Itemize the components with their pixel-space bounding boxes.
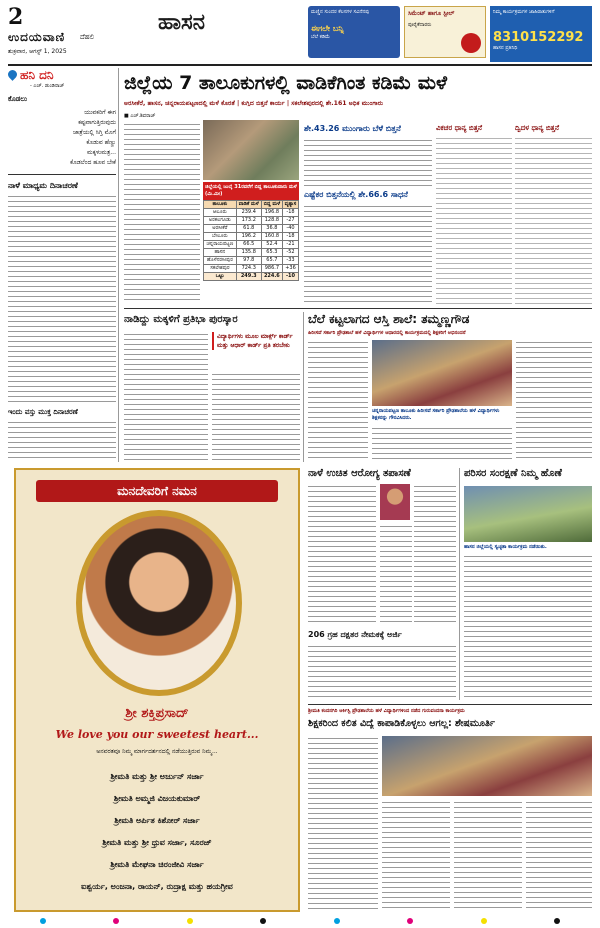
school-subhead: ಹಿರೀಸವೆ ಸರ್ಕಾರಿ ಪ್ರೌಢಶಾಲೆ ಹಳೆ ವಿದ್ಯಾರ್ಥಿಗಳ ಆಧಾರದಲ್ಲಿ ಕಾರ್ಯಕ್ರಮದಲ್ಲಿ ಶಿಕ್ಷಕರಿಗೆ ಅಭಿನಂದನೆ bbox=[308, 330, 466, 336]
table-header: ತಾಲೂಕು bbox=[204, 201, 237, 209]
teachers-photo bbox=[382, 736, 592, 796]
award-body-2 bbox=[212, 372, 300, 462]
family-line: ಶ್ರೀಮತಿ ಮೇಘನಾ ಚಿರಂಜೀವಿ ಸರ್ಜಾ bbox=[110, 860, 204, 869]
table-row: ಹಾಸನ 135.8 65.3 -52 bbox=[204, 249, 299, 257]
section-title: ಹಾಸನ bbox=[158, 10, 205, 35]
poem-line: ಮಕ್ಕಳುಮತ್ರ... bbox=[86, 149, 116, 156]
poem bbox=[8, 108, 116, 168]
lead-byline: ■ ಎಚ್.ಶಿವರಾಜ್ bbox=[124, 113, 156, 119]
masthead-rule bbox=[8, 64, 592, 66]
ad-mid-line1: ಸಿಮೆಂಟ್ ಹಾಗೂ ಸ್ಟೀಲ್ bbox=[408, 10, 455, 17]
table-header: ಬಿದ್ದ ಮಳೆ bbox=[261, 201, 282, 209]
poem-line: ಜಾತ್ರೆಯಲ್ಲಿ ಸಿಗ್ತಿ ಮೊಗೆ bbox=[73, 129, 116, 136]
table-row: ಅರಕಲಗೂಡು 173.2 128.8 -27 bbox=[204, 217, 299, 225]
pulse-col-head: ದ್ವಿದಳ ಧಾನ್ಯ ಬಿತ್ತನೆ bbox=[515, 124, 560, 132]
teachers-kicker: ಶ್ರೀಮತಿ ಕಂದನಗಿರಿ ಆರ್ಕಿಸ್ಟಿ ಪ್ರೌಢಶಾಲೆಯ ಹಳೆ ವಿದ್ಯಾರ್ಥಿಗಳಿಂದ ನಡೆದ ಗುರುವಂದನಾ ಕಾರ್ಯಕ್ರಮ bbox=[308, 708, 465, 714]
page-number: 2 bbox=[8, 4, 24, 30]
ad-right-line1: ನಿಮ್ಮ ಕಾರ್ಯಕ್ರಮಗಳ ಜಾಹಿರಾತುಗಳಿಗೆ bbox=[493, 9, 555, 15]
table-row: ಸಕಲೇಶಪುರ 724.3 986.7 +36 bbox=[204, 265, 299, 273]
env-headline: ಪರಿಸರ ಸಂರಕ್ಷಣೆ ನಿಮ್ಮ ಹೊಣೆ bbox=[464, 468, 562, 479]
health-sub-body bbox=[308, 644, 456, 700]
rain-table bbox=[203, 200, 299, 281]
masthead bbox=[8, 4, 592, 64]
avatar bbox=[380, 484, 410, 520]
poem-line: ಕಷ್ಟವಾಗುತ್ತಿರುವುದು bbox=[78, 119, 116, 126]
ad-left-line3: ಬೆಲೆ ಕಡಿಮೆ bbox=[311, 34, 330, 40]
lead-col-3 bbox=[304, 204, 432, 304]
table-row: ಅರಸೀಕೆರೆ 61.8 36.8 -40 bbox=[204, 225, 299, 233]
health-headline: ನಾಳೆ ಉಚಿತ ಆರೋಗ್ಯ ತಪಾಸಣೆ bbox=[308, 468, 411, 479]
award-callout: ವಿದ್ಯಾರ್ಥಿಗಳು ಮೂಲ ಮಾರ್ಕ್ಸ್ ಕಾರ್ಡ್ ಮತ್ತು ಆಧಾರ್ ಕಾರ್ಡ್ ಪ್ರತಿ ತರಬೇಕು bbox=[212, 332, 300, 350]
poem-line: ಯುವಕರಿಗೆ ಈಗ bbox=[84, 109, 116, 116]
ad-middle bbox=[404, 6, 486, 58]
tribute-name: ಶ್ರೀ ಶಕ್ತಿಪ್ರಸಾದ್ bbox=[125, 706, 189, 721]
school-headline: ಬೆಲೆ ಕಟ್ಟಲಾಗದ ಆಸ್ತಿ ಶಾಲೆ: ತಮ್ಮಣ್ಣಗೌಡ bbox=[308, 312, 470, 326]
family-line: ಐಶ್ವರ್ಯ, ಅಂಜನಾ, ರಾಯನ್, ರುದ್ರಾಕ್ಷ ಮತ್ತು ಹಯಗ್ರೀವ bbox=[81, 882, 233, 891]
teachers-body-2 bbox=[382, 800, 450, 912]
award-headline: ನಾಡಿದ್ದು ಮಕ್ಕಳಿಗೆ ಪ್ರತಿಭಾ ಪುರಸ್ಕಾರ bbox=[124, 314, 238, 325]
table-row: ಹೊಳೆನರಸೀಪುರ 97.8 65.7 -33 bbox=[204, 257, 299, 265]
ad-left-line2: ಈಗಲೇ ಬನ್ನಿ bbox=[311, 24, 344, 33]
health-body-3 bbox=[380, 524, 412, 624]
ad-left-line1: ಮಣ್ಣಿನ ಸುಂದರ ಕೆಲಸಗಳ ಸವಿನೆನಪು bbox=[311, 9, 370, 15]
tribute-ad bbox=[14, 468, 300, 912]
ad-mid-logo bbox=[461, 33, 481, 53]
teachers-headline: ಶಿಕ್ಷಕರಿಂದ ಕಲಿತ ವಿದ್ಯೆ ಕಾಪಾಡಿಕೊಳ್ಳಲು ಆಗಲ್ಲ: ಶೇಷಮೂರ್ತಿ bbox=[308, 718, 495, 729]
env-body bbox=[464, 554, 592, 700]
left-column bbox=[8, 68, 116, 462]
family-line: ಶ್ರೀಮತಿ ಅಮ್ಮಜಿ ವಿಜಯಕುಮಾರ್ bbox=[113, 794, 201, 803]
env-photo-caption: ಹಾಸನ ಜಿಲ್ಲೆಯಲ್ಲಿ ಸ್ವಚ್ಛತಾ ಕಾರ್ಯಕ್ರಮ ನಡೆಯಿತು. bbox=[464, 544, 547, 550]
grain-col-head: ವಿಕಚರ ಧಾನ್ಯ ಬಿತ್ತನೆ bbox=[436, 124, 483, 132]
lead-col-2 bbox=[304, 138, 432, 188]
health-body-1 bbox=[308, 484, 376, 624]
poem-line: ಕೊಡುವ ಹೆಣ್ಣು bbox=[86, 139, 116, 146]
lead-col-1 bbox=[124, 122, 200, 304]
table-header: ವಾಡಿಕೆ ಮಳೆ bbox=[236, 201, 261, 209]
table-row: ಚನ್ನರಾಯಪಟ್ಟಣ 66.5 52.4 -21 bbox=[204, 241, 299, 249]
tribute-tagline: We love you our sweetest heart... bbox=[55, 728, 259, 741]
school-body-1 bbox=[308, 340, 368, 462]
drop-icon bbox=[6, 68, 19, 81]
tribute-title: ಮನದೇವರಿಗೆ ನಮನ bbox=[36, 480, 278, 502]
teachers-body-1 bbox=[308, 736, 378, 912]
pulse-col-body bbox=[515, 136, 592, 304]
table-row-total: ಒಟ್ಟು 249.3 224.6 -10 bbox=[204, 273, 299, 281]
column-subtitle: ಕೊಡಲು bbox=[8, 95, 28, 103]
field-photo bbox=[203, 120, 299, 180]
health-subhead: 206 ಗ್ರಹ ದಕ್ಷತರ ನೇಮಕಕ್ಕೆ ಅರ್ಜಿ bbox=[308, 630, 402, 639]
school-photo-caption: ಚನ್ನರಾಯಪಟ್ಟಣ ತಾಲೂಕು ಹಿರೀಸವೆ ಸರ್ಕಾರಿ ಪ್ರೌಢಶಾಲೆಯ ಹಳೆ ವಿದ್ಯಾರ್ಥಿಗಳು ಶಿಕ್ಷಕರನ್ನು ಗೌರವಿಸಿದರು. bbox=[372, 408, 500, 421]
story2-headline: ಇಂದು ವಸ್ತು ಮುಕ್ತ ದಿನಾಚರಣೆ bbox=[8, 408, 78, 416]
table-row: ಆಲೂರು 239.4 196.8 -18 bbox=[204, 209, 299, 217]
quote-2: ಎಷ್ಟೆಕರ ಬಿತ್ತನೆಯಲ್ಲಿ ಶೇ.66.6 ಸಾಧನೆ bbox=[304, 190, 408, 199]
table-header: ವ್ಯತ್ಯಾಸ bbox=[282, 201, 298, 209]
school-photo bbox=[372, 340, 512, 406]
column-author: - ಎಚ್. ಡುಂಡಿರಾಜ್ bbox=[30, 83, 65, 89]
school-body-3 bbox=[372, 426, 512, 462]
ad-left bbox=[308, 6, 400, 58]
poem-line: ಕೊಡಲೆಂದ ಹೂವ ಬೇಕೆ bbox=[70, 159, 116, 166]
portrait-frame bbox=[76, 510, 242, 696]
ad-mid-line2: ಪೂರೈಕೆದಾರರು bbox=[408, 22, 432, 28]
story1-headline: ನಾಳೆ ಮಾಧ್ಯಮ ದಿನಾಚರಣೆ bbox=[8, 181, 78, 190]
grain-col-body bbox=[436, 136, 512, 304]
edition: ದೆಹಲಿ bbox=[80, 33, 95, 41]
teachers-body-4 bbox=[526, 800, 592, 912]
ad-right-phone: 8310152292 bbox=[493, 30, 584, 45]
ad-right bbox=[490, 6, 592, 62]
ad-right-line2: ಹಾಸನ ಪ್ರತಿನಿಧಿ bbox=[493, 45, 518, 51]
school-body-2 bbox=[516, 340, 592, 462]
teachers-body-3 bbox=[454, 800, 522, 912]
tribute-message: ಅನವರತವೂ ನಿಮ್ಮ ಮಾರ್ಗದರ್ಶನದಲ್ಲಿ ನಡೆಯುತ್ತಿರುವ ನಿಮ್ಮ... bbox=[96, 748, 218, 755]
hani-dani-title: ಹನಿ ದನಿ bbox=[8, 68, 116, 83]
color-registration-bar bbox=[40, 918, 560, 924]
story1-body bbox=[8, 194, 116, 404]
lead-headline: ಜಿಲ್ಲೆಯ 7 ತಾಲೂಕುಗಳಲ್ಲಿ ವಾಡಿಕೆಗಿಂತ ಕಡಿಮೆ ಮಳೆ bbox=[124, 72, 448, 94]
quote-1: ಶೇ.43.26 ಮುಂಗಾರು ಬೆಳೆ ಬಿತ್ತನೆ bbox=[304, 124, 401, 133]
family-line: ಶ್ರೀಮತಿ ಅರ್ಪಿತ ಕಿಶೋರ್ ಸರ್ಜಾ bbox=[114, 816, 200, 825]
env-photo bbox=[464, 486, 592, 542]
date-line: ಶುಕ್ರವಾರ, ಆಗಸ್ಟ್ 1, 2025 bbox=[8, 48, 67, 55]
health-body-2 bbox=[414, 484, 456, 624]
family-list bbox=[16, 766, 298, 898]
rain-table-caption: ಜಿಲ್ಲೆಯಲ್ಲಿ ಜುಲೈ 31ರವರೆಗೆ ಬಿದ್ದ ತಾಲೂಕುವಾರು ಮಳೆ (ಮಿ.ಮೀ) bbox=[203, 182, 299, 200]
table-row: ಬೇಲೂರು 196.2 160.8 -18 bbox=[204, 233, 299, 241]
lead-subhead: ಅರಸೀಕೆರೆ, ಹಾಸನ, ಚನ್ನರಾಯಪಟ್ಟಣದಲ್ಲಿ ಮಳೆ ಕೊರತೆ | ಕುಗ್ಗಿದ ಬಿತ್ತನೆ ಕಾರ್ಯ | ಸಕಲೇಶಪುರದಲ್ಲಿ ಶೇ.161 ಅಧಿಕ ಮುಂಗಾರು bbox=[124, 100, 384, 107]
story2-body bbox=[8, 420, 116, 460]
family-line: ಶ್ರೀಮತಿ ಮತ್ತು ಶ್ರೀ ಅರ್ಜುನ್ ಸರ್ಜಾ bbox=[110, 772, 204, 781]
award-body-1 bbox=[124, 332, 208, 462]
family-line: ಶ್ರೀಮತಿ ಮತ್ತು ಶ್ರೀ ಧ್ರುವ ಸರ್ಜಾ, ಸೂರಜ್ bbox=[102, 838, 212, 847]
paper-name: ಉದಯವಾಣಿ bbox=[8, 30, 66, 44]
